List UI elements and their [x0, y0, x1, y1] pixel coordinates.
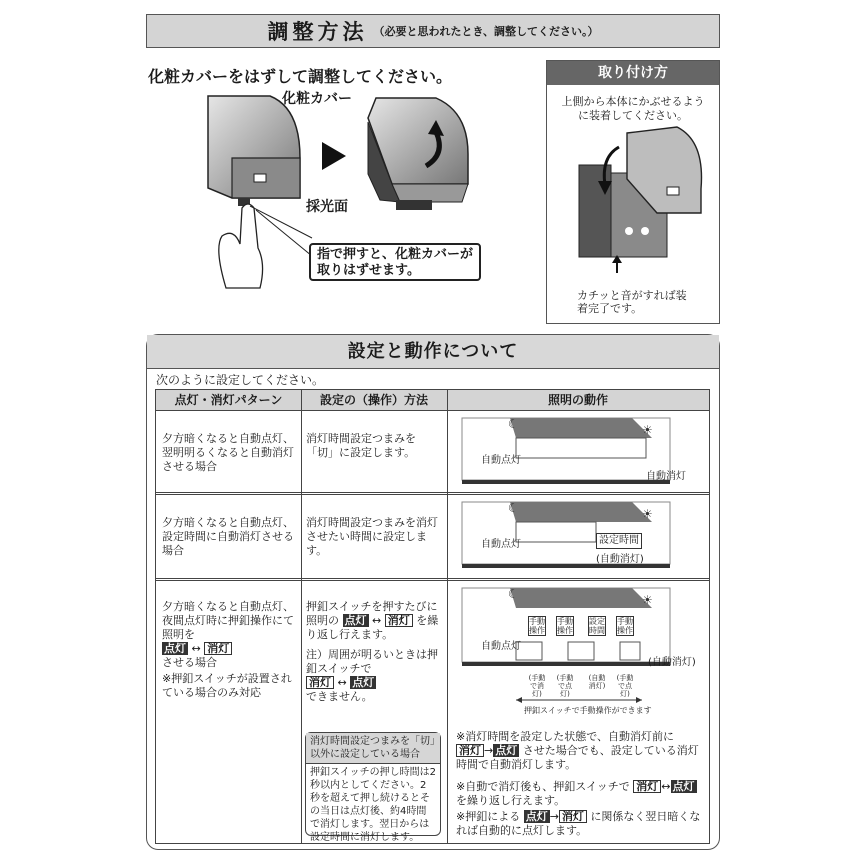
instruction-text: 化粧カバーをはずして調整してください。 [148, 67, 453, 86]
row3-chart-bottom-3: (自動消灯) [588, 674, 606, 690]
section-lead: 次のように設定してください。 [156, 373, 325, 387]
row3-chart-box-1: 手動操作 [529, 617, 545, 635]
row3-graybox [305, 732, 441, 843]
cover-label: 化粧カバー [282, 91, 352, 107]
row2-chart-box: 設定時間 [596, 533, 642, 549]
row3-method-note: 注）周囲が明るいときは押釦スイッチで 消灯 ↔ 点灯 できません。 [306, 648, 438, 703]
row3-chart-right-label: (自動消灯) [648, 657, 696, 668]
row3-method-a: 押釦スイッチを押すたびに照明の [306, 600, 438, 627]
mounting-note: カチッと音がすれば装着完了です。 [577, 289, 687, 315]
row3-pattern-a: 夕方暗くなると自動点灯、夜間点灯時に押釦操作にて照明を [162, 600, 294, 641]
section-title: 設定と動作について [147, 335, 719, 369]
row3-chart-range: 押釦スイッチで手動操作ができます [524, 706, 652, 715]
mounting-illustration [567, 127, 707, 277]
banner-title: 調整方法 [267, 20, 368, 44]
badge-on: 点灯 [164, 642, 186, 655]
row1-chart [462, 418, 670, 488]
mounting-title: 取り付け方 [547, 61, 719, 85]
graybox-head: 消灯時間設定つまみを「切」以外に設定している場合 [306, 733, 440, 764]
sensor-label: 採光面 [306, 199, 348, 215]
row3-chart-box-3: 設定時間 [589, 617, 605, 635]
row1-method: 消灯時間設定つまみを「切」に設定します。 [306, 432, 416, 459]
svg-text:☾: ☾ [508, 587, 519, 601]
row2-pattern: 夕方暗くなると自動点灯、設定時間に自動消灯させる場合 [162, 516, 294, 557]
row2-chart-sub: (自動消灯) [596, 554, 644, 565]
col-header-method: 設定の（操作）方法 [301, 390, 447, 411]
row3-chart-left-label: 自動点灯 [481, 641, 521, 652]
svg-text:☾: ☾ [508, 501, 519, 515]
svg-text:☀: ☀ [642, 593, 653, 607]
row3-chart-bottom-1: (手動で消灯) [528, 674, 546, 698]
row1-pattern: 夕方暗くなると自動点灯、翌明明るくなると自動消灯させる場合 [162, 432, 294, 473]
row3-chart [462, 588, 670, 723]
row3-chart-box-2: 手動操作 [557, 617, 573, 635]
row1-chart-left-label: 自動点灯 [481, 455, 521, 466]
col-header-pattern: 点灯・消灯パターン [156, 390, 301, 411]
row3-method-note-b: できません。 [306, 690, 373, 703]
row3-method-note-a: 注）周囲が明るいときは押釦スイッチで [306, 648, 438, 675]
row3-pattern-b: させる場合 [162, 656, 217, 669]
row3-pattern: 夕方暗くなると自動点灯、夜間点灯時に押釦操作にて照明を 点灯 ↔ 消灯 させる場合 [162, 600, 294, 669]
svg-text:☀: ☀ [642, 507, 653, 521]
row3-note-3: ※押釦による 点灯 → 消灯 に関係なく翌日暗くなれば自動的に点灯します。 [456, 810, 701, 837]
row3-method: 押釦スイッチを押すたびに照明の 点灯 ↔ 消灯 を繰り返し行えます。 [306, 600, 439, 641]
callout-remove-cover: 指で押すと、化粧カバーが取りはずせます。 [309, 243, 481, 281]
row3-note-1: ※消灯時間を設定した状態で、自動消灯前に 消灯 → 点灯 させた場合でも、設定している消灯時間で自動消灯します。 [456, 730, 699, 771]
graybox-body: 押釦スイッチの押し時間は2秒以内としてください。2秒を超えて押し続けるとその当日は点灯後、約4時間で消灯します。翌日からは設定時間に消灯します。 [310, 767, 436, 843]
svg-text:☀: ☀ [642, 423, 653, 437]
row3-chart-box-4: 手動操作 [617, 617, 633, 635]
svg-text:☾: ☾ [508, 417, 519, 431]
col-header-behavior: 照明の動作 [447, 390, 709, 411]
row3-chart-bottom-4: (手動で点灯) [616, 674, 634, 698]
row3-method-b: を繰り返し行えます。 [306, 614, 439, 641]
row3-note-2: ※自動で消灯後も、押釦スイッチで 消灯 ↔ 点灯 を繰り返し行えます。 [456, 780, 695, 807]
row2-chart-left-label: 自動点灯 [481, 539, 521, 550]
row2-method: 消灯時間設定つまみを消灯させたい時間に設定します。 [306, 516, 438, 557]
banner-subtitle: （必要と思われたとき、調整してください。） [373, 25, 599, 38]
page-banner [146, 14, 720, 48]
mounting-panel [546, 60, 720, 324]
row1-chart-right-label: 自動消灯 [646, 471, 686, 482]
row3-chart-bottom-2: (手動で点灯) [556, 674, 574, 698]
badge-off: 消灯 [204, 642, 232, 655]
row-divider [156, 492, 709, 495]
row-divider [156, 578, 709, 581]
row3-pattern-note: ※押釦スイッチが設置されている場合のみ対応 [162, 672, 292, 699]
mounting-text: 上側から本体にかぶせるように装着してください。 [561, 95, 705, 122]
